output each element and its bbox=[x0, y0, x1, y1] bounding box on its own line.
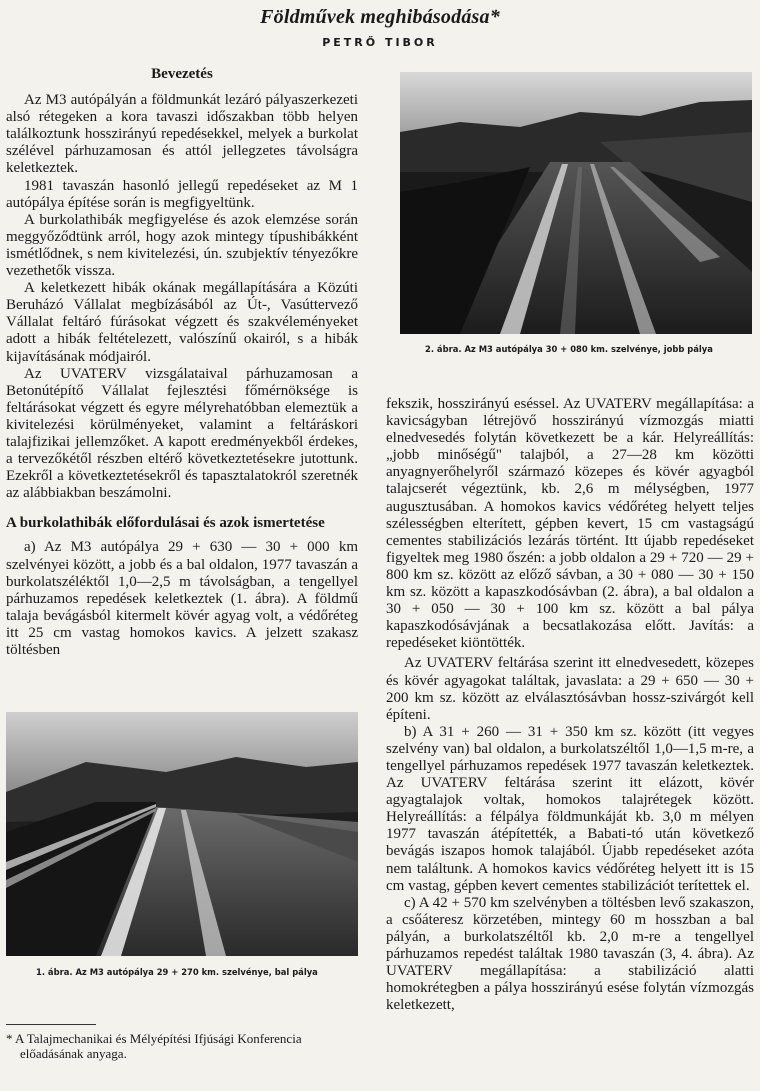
paragraph: c) A 42 + 570 km szelvényben a töltésben levő szakaszon, a csőáteresz körzetében, mintegy 60 m hosszban a bal pályán, a burkolatszéltől kb. 2,0 m-re a tengellyel párhuzamos repedést találtak 1980 tavaszán (3, 4. ábra). Az UVATERV megállapítása: a stabilizáció alatti homokrétegben a pálya hosszirányú esése folytán vízmozgás keletkezett, bbox=[386, 894, 754, 1014]
footnote bbox=[6, 1032, 358, 1061]
section-heading: A burkolathibák előfordulásai és azok ismertetése bbox=[6, 515, 325, 532]
paragraph: Az UVATERV vizsgálataival párhuzamosan a Betonútépítő Vállalat fejlesztési főmérnöksége is feltárásokat végzett és egyre mélyrehatóbban elemeztük a kivitelezési körülményeket, valamint a feltáráskori talajfizikai jellemzőket. A kapott eredményekből érdekes, a tervezőkétől részben eltérő következtetésekre jutottunk. Ezekről a következtetésekről és tapasztalatokról szeretnék az alábbiakban beszámolni. bbox=[6, 365, 358, 502]
article-title: Földművek meghibásodása* bbox=[260, 6, 500, 28]
footnote-rule bbox=[6, 1024, 96, 1025]
paragraph: A burkolathibák megfigyelése és azok elemzése során meggyőződtünk arról, hogy azok mintegy típushibákként ismétlődnek, s nem kivitelezési, ún. szubjektív tényezőkre vezethetők vissza. bbox=[6, 211, 358, 280]
intro-heading: Bevezetés bbox=[151, 66, 213, 82]
paragraph: b) A 31 + 260 — 31 + 350 km sz. között (itt vegyes szelvény van) bal oldalon, a burkolatszéltől 1,0—1,5 m-re, a tengellyel párhuzamos repedések 1977 tavaszán keletkeztek. Az UVATERV feltárása szerint itt elázott, kövér agyagtalajok voltak, homokos talajrétegek között. Helyreállítás: a félpálya földmunkáját kb. 3,0 m mélyen 1977 tavaszán átépítették, a Babati-tó után következő bevágás iszapos homok talajából. Újabb repedéseket azóta nem találtunk. A homokos kavics védőréteg helyett itt is 15 cm vastag, gépben kevert cementes stabilizációt terítettek el. bbox=[386, 723, 754, 894]
right-column bbox=[386, 396, 754, 1014]
left-column bbox=[6, 66, 358, 659]
paragraph: fekszik, hosszirányú eséssel. Az UVATERV megállapítása: a kavicságyban létrejövő hosszirányú vízmozgás miatti elnedvesedés folytán következett be a kár. Helyreállítás: „jobb minőségű" talajból, a 27—28 km közötti anyagnyerőhelyről származó közepes és kövér agyagból talajcserét végeztünk, kb. 2,6 m mélységben, 1977 augusztusában. A homokos kavics védőréteg helyett teljes szélességben elterített, gépben kevert, 15 cm vastagságú cementes stabilizációs lezárás történt. Itt újabb repedéseket figyeltek meg 1980 őszén: a jobb oldalon a 29 + 720 — 29 + 800 km sz. között az előző sávban, a 30 + 080 — 30 + 150 km sz. között a kapaszkodósávban (2. ábra), a bal oldalon a 30 + 050 — 30 + 100 km sz. között a bal pálya kapaszkodósávjának a becsatlakozása előtt. Javítás: a repedéseket kiöntötték. bbox=[386, 396, 754, 652]
figure-2-photo bbox=[400, 72, 752, 334]
footnote-line: * A Talajmechanikai és Mélyépítési Ifjúsági Konferencia bbox=[6, 1031, 302, 1046]
figure-1-caption: 1. ábra. Az M3 autópálya 29 + 270 km. szelvénye, bal pálya bbox=[36, 967, 318, 977]
author-name: PETRŐ TIBOR bbox=[322, 36, 438, 49]
paragraph: Az M3 autópályán a földmunkát lezáró pályaszerkezeti alsó rétegeken a kora tavaszi időszakban több helyen találkoztunk hosszirányú repedésekkel, melyek a burkolat szélével párhuzamosan és attól jellegzetes távolságra keletkeztek. bbox=[6, 92, 358, 177]
paragraph: 1981 tavaszán hasonló jellegű repedéseket az M 1 autópálya építése során is megfigyeltünk. bbox=[6, 177, 358, 211]
footnote-line: előadásának anyaga. bbox=[20, 1045, 127, 1061]
paragraph: a) Az M3 autópálya 29 + 630 — 30 + 000 km szelvényei között, a jobb és a bal oldalon, 1977 tavaszán a burkolatszéléktől 1,0—2,5 m távolságban, a tengellyel párhuzamos repedések keletkeztek (1. ábra). A földmű talaja bevágásból kitermelt kövér agyag volt, a védőréteg itt 25 cm vastag homokos kavics. A jelzett szakasz töltésben bbox=[6, 539, 358, 658]
figure-2-caption: 2. ábra. Az M3 autópálya 30 + 080 km. szelvénye, jobb pálya bbox=[425, 344, 713, 354]
figure-1-photo bbox=[6, 712, 358, 956]
paragraph: A keletkezett hibák okának megállapítására a Közúti Beruházó Vállalat megbízásából az Út-, Vasúttervező Vállalat feltáró fúrásokat végzett és szakvéleményeket adott a hibák feltételezett, valószínű okairól, s a hibák kijavításának módjairól. bbox=[6, 280, 358, 365]
paragraph: Az UVATERV feltárása szerint itt elnedvesedett, közepes és kövér agyagokat találtak, javaslata: a 29 + 650 — 30 + 200 km sz. között az elválasztósávban hossz-szivárgót kell építeni. bbox=[386, 655, 754, 723]
